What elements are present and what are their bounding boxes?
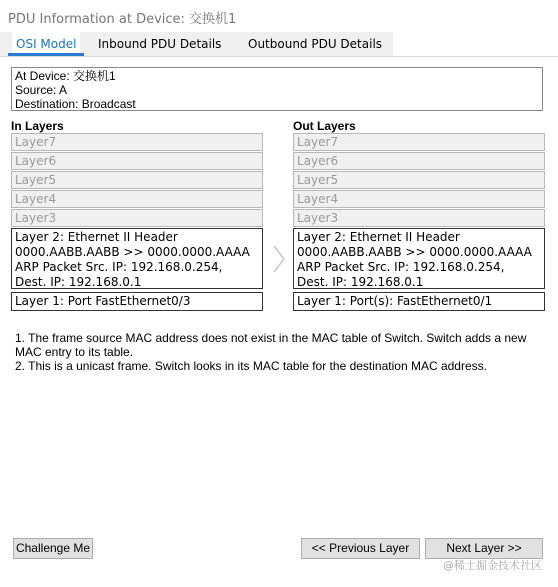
source-info: Source: A: [15, 83, 68, 97]
direction-arrow-icon: [272, 244, 286, 274]
in-layer1[interactable]: Layer 1: Port FastEthernet0/3: [11, 292, 263, 311]
out-layer6[interactable]: Layer6: [293, 152, 545, 170]
out-layer2-line: Dest. IP: 192.168.0.1: [297, 275, 424, 289]
out-layer2-line: ARP Packet Src. IP: 192.168.0.254,: [297, 260, 505, 274]
out-layers-heading: Out Layers: [293, 119, 356, 133]
active-tab-indicator: [8, 53, 84, 56]
watermark-text: @稀土掘金技术社区: [443, 559, 542, 572]
tab-inbound-pdu-details[interactable]: [98, 32, 221, 56]
in-layer2[interactable]: [11, 228, 263, 289]
in-layer5[interactable]: Layer5: [11, 171, 263, 189]
out-layer7[interactable]: Layer7: [293, 133, 545, 151]
in-layer3[interactable]: Layer3: [11, 209, 263, 227]
device-info-box: [11, 67, 543, 111]
in-layer7[interactable]: Layer7: [11, 133, 263, 151]
out-layer2[interactable]: [293, 228, 545, 289]
tab-bar-empty-area: [393, 32, 558, 56]
layer-explanation: [15, 331, 545, 373]
out-layer3[interactable]: Layer3: [293, 209, 545, 227]
previous-layer-button[interactable]: << Previous Layer: [301, 538, 420, 559]
tab-inbound-label: Inbound PDU Details: [98, 37, 222, 51]
next-layer-button[interactable]: Next Layer >>: [425, 538, 543, 559]
in-layer2-line: ARP Packet Src. IP: 192.168.0.254,: [15, 260, 223, 274]
destination-info: Destination: Broadcast: [15, 97, 136, 111]
out-layer2-line: Layer 2: Ethernet II Header: [297, 230, 460, 244]
in-layer2-line: Dest. IP: 192.168.0.1: [15, 275, 142, 289]
note-item: 1. The frame source MAC address does not exist in the MAC table of Switch. Switch adds a new MAC entry to its table.: [15, 331, 527, 359]
out-layer2-line: 0000.AABB.AABB >> 0000.0000.AAAA: [297, 245, 532, 259]
out-layer1[interactable]: Layer 1: Port(s): FastEthernet0/1: [293, 292, 545, 311]
title-bar: [0, 0, 558, 32]
in-layers-heading: In Layers: [11, 119, 64, 133]
in-layer6[interactable]: Layer6: [11, 152, 263, 170]
window-title: PDU Information at Device: 交换机1: [8, 12, 237, 27]
tab-osi-model[interactable]: [12, 32, 80, 56]
tab-osi-model-label: OSI Model: [16, 37, 77, 51]
out-layer4[interactable]: Layer4: [293, 190, 545, 208]
tab-outbound-pdu-details[interactable]: [248, 32, 382, 56]
in-layer2-line: Layer 2: Ethernet II Header: [15, 230, 178, 244]
note-item: 2. This is a unicast frame. Switch looks in its MAC table for the destination MAC address.: [15, 359, 487, 373]
challenge-me-button[interactable]: Challenge Me: [13, 538, 93, 559]
in-layer4[interactable]: Layer4: [11, 190, 263, 208]
in-layer2-line: 0000.AABB.AABB >> 0000.0000.AAAA: [15, 245, 250, 259]
out-layer5[interactable]: Layer5: [293, 171, 545, 189]
device-name: At Device: 交换机1: [15, 69, 116, 83]
tab-outbound-label: Outbound PDU Details: [248, 37, 383, 51]
